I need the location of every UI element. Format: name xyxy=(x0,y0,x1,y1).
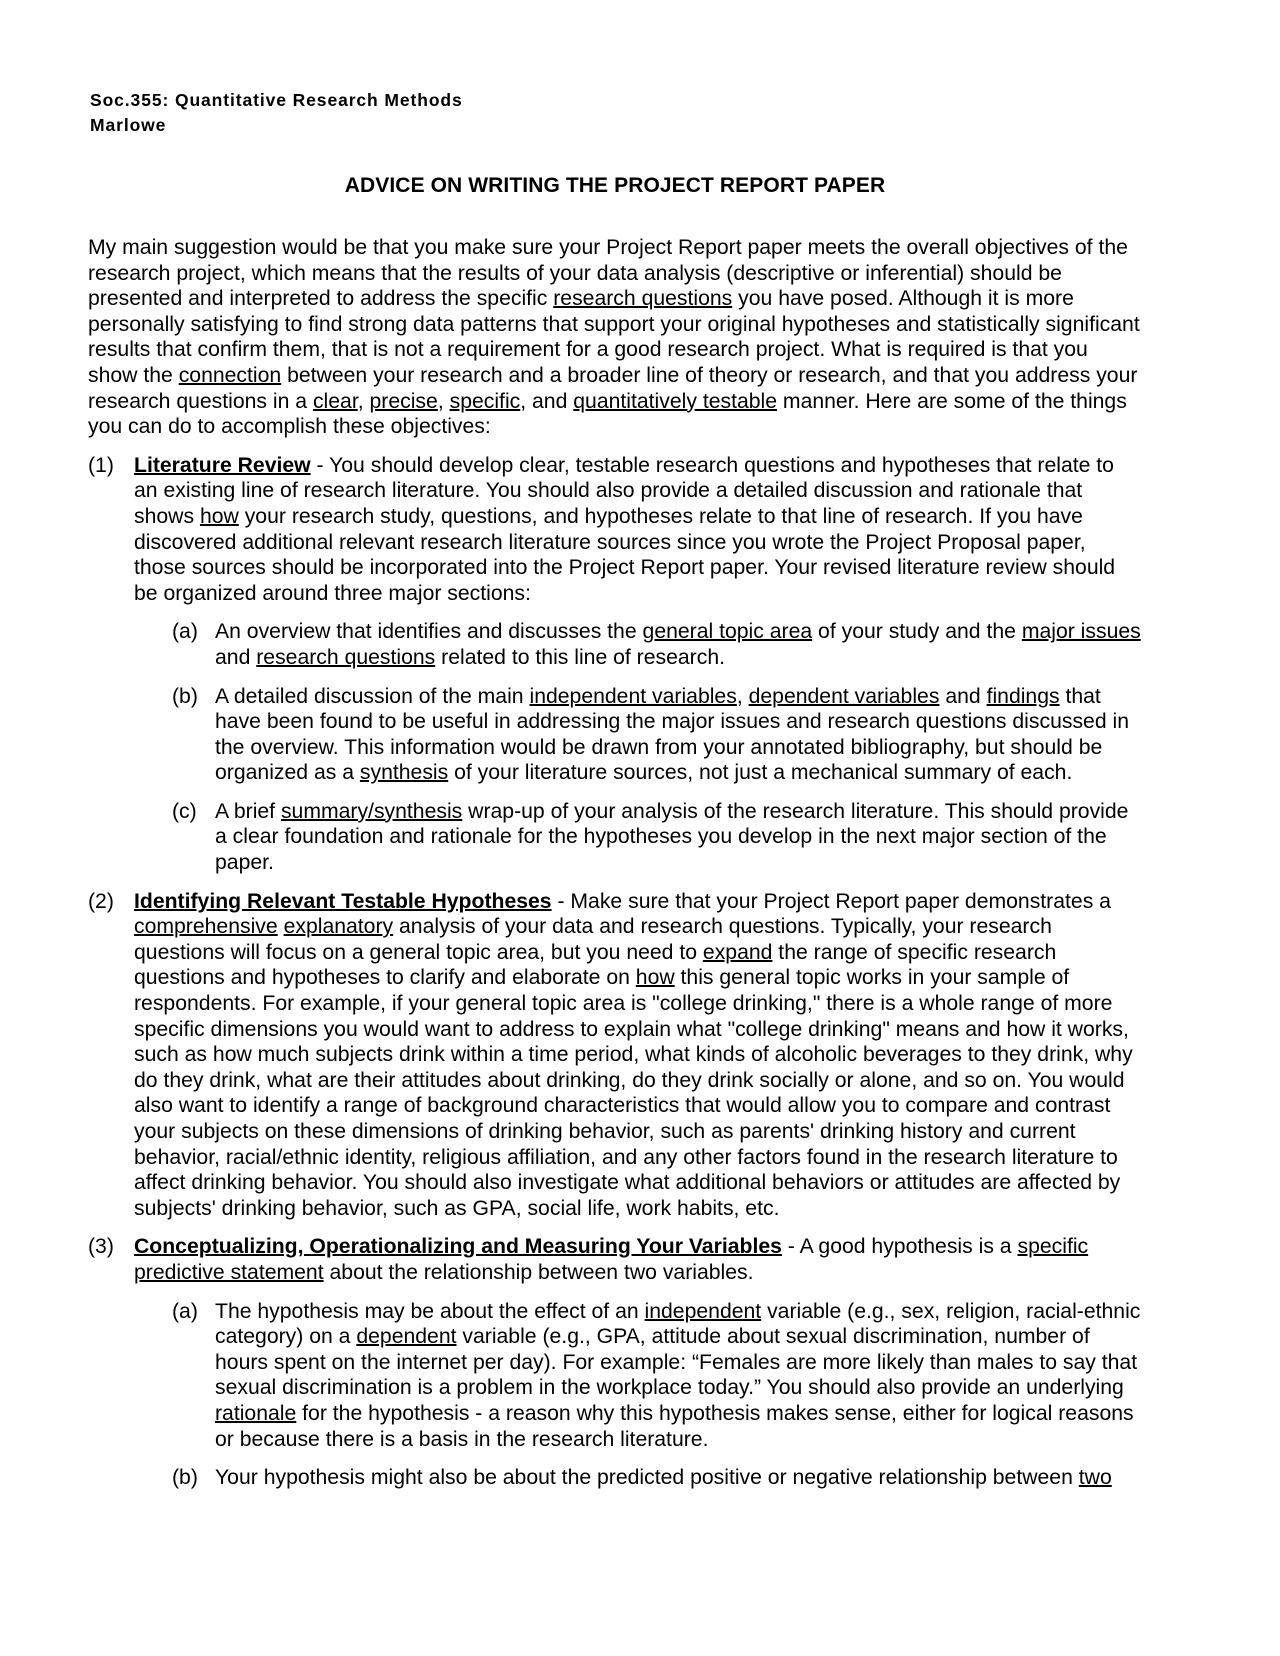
t-1b-3: and xyxy=(939,684,987,708)
intro-text-2: you have posed. Although it is more personally satisfying to find strong data patterns that support your original hypotheses and statistically significant results that confirm them, that is not a requirement for a good research project. What is required is that you show the xyxy=(88,287,1140,387)
term-general-topic-area: general topic area xyxy=(642,620,813,644)
t-3a-3: variable (e.g., GPA, attitude about sexual discrimination, number of hours spent on the internet per day). For example: “Females are more likely than males to say that sexual discrimination is a problem in the workplace today.” You should also provide an underlying xyxy=(215,1325,1138,1400)
term-connection: connection xyxy=(178,363,282,387)
t-1b-5: of your literature sources, not just a mechanical summary of each. xyxy=(448,761,1073,785)
sublist-item-1b xyxy=(172,684,1142,786)
intro-text-3: between your research and a broader line of theory or research, and that you address your research questions in a xyxy=(88,363,1138,413)
item2-text-4: the range of specific research questions and hypotheses to clarify and elaborate on xyxy=(134,940,1057,990)
list-item-3 xyxy=(88,1234,1142,1490)
term-summary-synthesis: summary/synthesis xyxy=(280,799,463,823)
term-independent: independent xyxy=(644,1299,762,1323)
sublist-marker-3a: (a) xyxy=(172,1299,198,1323)
list-item-1 xyxy=(88,453,1142,876)
sublist-body-1b xyxy=(215,684,1142,786)
instructor-line: Marlowe xyxy=(90,115,167,135)
intro-text-7: manner. Here are some of the things you can do to accomplish these objectives: xyxy=(88,389,1127,439)
term-dependent: dependent xyxy=(356,1325,457,1349)
list-body-3 xyxy=(134,1234,1142,1285)
sublist-item-3a xyxy=(172,1299,1142,1453)
term-expand: expand xyxy=(702,940,773,964)
list-body-1 xyxy=(134,453,1142,607)
term-two: two xyxy=(1078,1466,1112,1490)
intro-text-5: , xyxy=(437,389,450,413)
term-how-2: how xyxy=(635,966,675,990)
t-1b-2: , xyxy=(736,684,749,708)
sublist-marker-3b: (b) xyxy=(172,1466,198,1490)
sublist-body-3a xyxy=(215,1299,1142,1453)
intro-text-4: , xyxy=(357,389,370,413)
intro-text-6: , and xyxy=(520,389,574,413)
term-comprehensive: comprehensive xyxy=(134,915,278,939)
sublist-marker-1a: (a) xyxy=(172,620,198,644)
item1-text-2: your research study, questions, and hypotheses relate to that line of research. If you have discovered additional relevant research literature sources since you wrote the Project Proposal paper, those sources should be incorporated into the Project Report paper. Your revised literature review should be organized around three major sections: xyxy=(134,504,1116,605)
term-dependent-variables: dependent variables xyxy=(748,684,940,708)
term-how-1: how xyxy=(199,504,239,528)
heading-conceptualizing-variables: Conceptualizing, Operationalizing and Measuring Your Variables xyxy=(134,1235,782,1259)
advice-list xyxy=(88,453,1142,1491)
term-rationale: rationale xyxy=(215,1401,297,1425)
t-3a-1: The hypothesis may be about the effect of an xyxy=(215,1299,645,1323)
t-1a-1: An overview that identifies and discusses the xyxy=(215,620,643,644)
term-synthesis: synthesis xyxy=(359,761,449,785)
t-1a-4: related to this line of research. xyxy=(435,645,725,669)
term-findings: findings xyxy=(986,684,1060,708)
t-1b-1: A detailed discussion of the main xyxy=(215,684,530,708)
term-specific: specific xyxy=(449,389,521,413)
term-clear: clear xyxy=(312,389,358,413)
term-research-questions-2: research questions xyxy=(256,645,436,669)
term-independent-variables: independent variables xyxy=(529,684,737,708)
list-marker-1: (1) xyxy=(88,453,114,477)
sublist-marker-1c: (c) xyxy=(172,799,197,823)
t-1c-1: A brief xyxy=(215,799,281,823)
sublist-item-1c xyxy=(172,799,1142,876)
list-marker-3: (3) xyxy=(88,1235,114,1259)
intro-paragraph xyxy=(88,235,1142,440)
course-header xyxy=(90,88,1142,138)
term-research-questions: research questions xyxy=(553,287,733,311)
sublist-item-1a xyxy=(172,619,1142,670)
t-3a-4: for the hypothesis - a reason why this hypothesis makes sense, either for logical reasons or because there is a basis in the research literature. xyxy=(215,1401,1134,1451)
item3-text-1: - A good hypothesis is a xyxy=(781,1235,1018,1259)
t-1a-2: of your study and the xyxy=(812,620,1022,644)
sublist-item-3b xyxy=(172,1465,1142,1491)
t-1c-2: wrap-up of your analysis of the research literature. This should provide a clear foundation and rationale for the hypotheses you develop in the next major section of the paper. xyxy=(215,799,1129,875)
term-specific-predictive-statement: specific predictive statement xyxy=(134,1235,1089,1284)
sublist-3 xyxy=(134,1299,1142,1491)
course-title-line: Soc.355: Quantitative Research Methods xyxy=(90,90,463,110)
list-item-2 xyxy=(88,889,1142,1222)
item2-text-1: - Make sure that your Project Report paper demonstrates a xyxy=(551,889,1111,913)
sublist-body-1c xyxy=(215,799,1142,876)
t-1a-3: and xyxy=(215,645,257,669)
sublist-1 xyxy=(134,619,1142,875)
heading-literature-review: Literature Review xyxy=(134,453,311,477)
intro-text-1: My main suggestion would be that you make sure your Project Report paper meets the overall objectives of the research project, which means that the results of your data analysis (descriptive or inferential) should be presented and interpreted to address the specific xyxy=(88,236,1128,311)
item2-text-5: this general topic works in your sample of respondents. For example, if your general topic area is "college drinking," there is a whole range of more specific dimensions you would want to address to explain what "college drinking" means and how it works, such as how much subjects drink within a time period, what kinds of alcoholic beverages to they drink, why do they drink, what are their attitudes about drinking, do they drink socially or alone, and so on. You would also want to identify a range of background characteristics that would allow you to compare and contrast your subjects on these dimensions of drinking behavior, such as parents' drinking history and current behavior, racial/ethnic identity, religious affiliation, and any other factors found in the research literature to affect drinking behavior. You should also investigate what additional behaviors or attitudes are affected by subjects' drinking behavior, such as GPA, social life, work habits, etc. xyxy=(134,966,1133,1220)
item2-text-3: analysis of your data and research questions. Typically, your research questions will focus on a general topic area, but you need to xyxy=(134,915,1052,964)
sublist-marker-1b: (b) xyxy=(172,684,198,708)
page-title: ADVICE ON WRITING THE PROJECT REPORT PAPER xyxy=(344,174,886,197)
item3-text-2: about the relationship between two variables. xyxy=(323,1260,754,1284)
sublist-body-1a xyxy=(215,619,1142,670)
term-quantitatively-testable: quantitatively testable xyxy=(573,389,778,413)
heading-identifying-hypotheses: Identifying Relevant Testable Hypotheses xyxy=(134,889,552,913)
term-explanatory: explanatory xyxy=(283,915,394,939)
item1-text-1: - You should develop clear, testable research questions and hypotheses that relate to an existing line of research literature. You should also provide a detailed discussion and rationale that shows xyxy=(134,453,1114,528)
term-precise: precise xyxy=(369,389,438,413)
t-3a-2: variable (e.g., sex, religion, racial-ethnic category) on a xyxy=(215,1299,1141,1349)
sublist-body-3b xyxy=(215,1465,1142,1491)
term-major-issues: major issues xyxy=(1021,620,1141,644)
list-marker-2: (2) xyxy=(88,889,114,913)
t-1b-4: that have been found to be useful in addressing the major issues and research questions discussed in the overview. This information would be drawn from your annotated bibliography, but should be organized as a xyxy=(215,684,1129,785)
list-body-2 xyxy=(134,889,1142,1222)
t-3b-1: Your hypothesis might also be about the predicted positive or negative relationship between xyxy=(215,1466,1079,1490)
